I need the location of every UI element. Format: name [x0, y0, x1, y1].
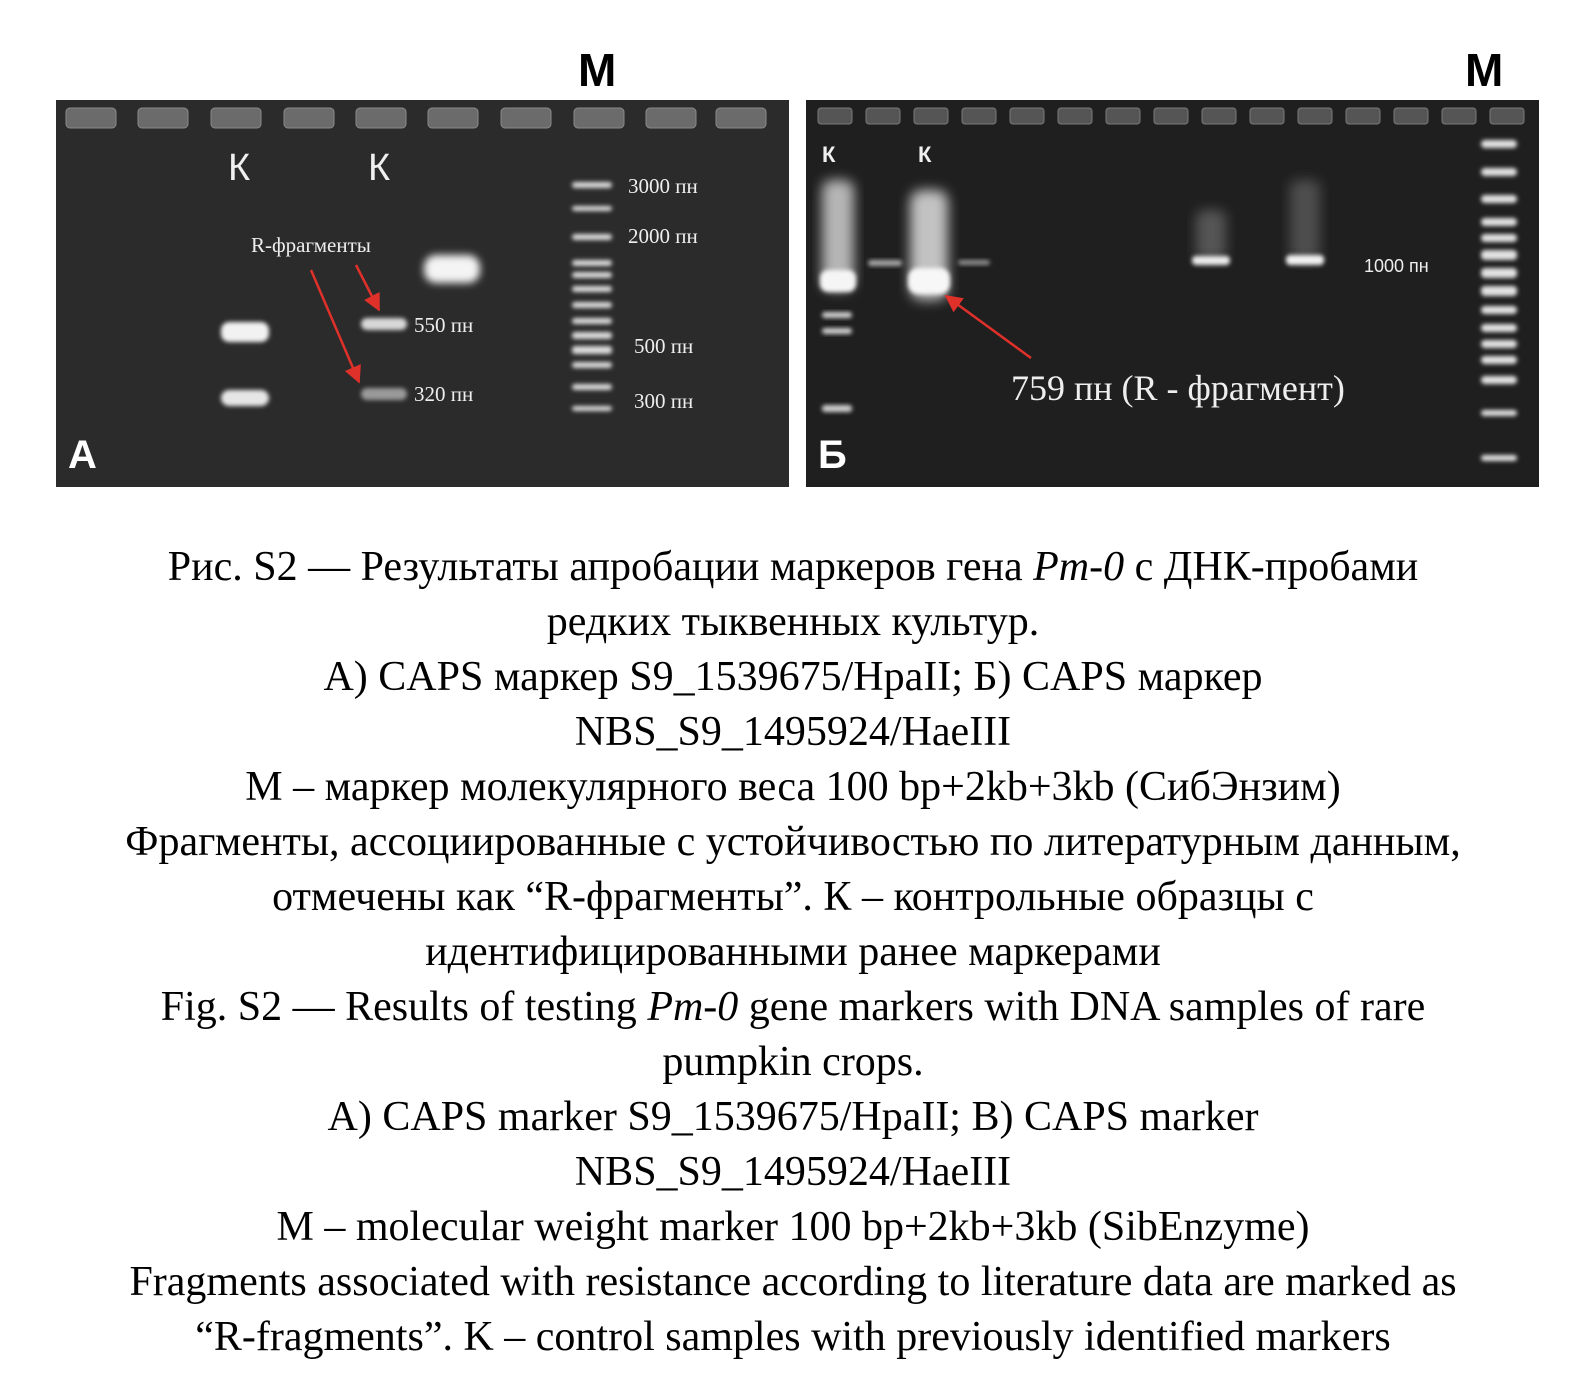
lane-11-bands	[1286, 180, 1324, 265]
caption-text: gene markers with DNA samples of rare	[738, 984, 1426, 1030]
gene-name: Pm-0	[1033, 544, 1125, 590]
caption-en-line-6: Fragments associated with resistance according to literature data are marked as	[129, 1259, 1457, 1305]
lane-4-band	[958, 260, 990, 265]
lane-2-band	[868, 260, 902, 266]
control-label-k-1: К	[822, 142, 836, 167]
caption-ru-line-5: М – маркер молекулярного веса 100 bp+2kb+3kb (СибЭнзим)	[245, 764, 1341, 810]
ladder-label-3000: 3000 пн	[628, 174, 698, 198]
ladder-label-300: 300 пн	[634, 389, 694, 413]
lane-9-bands	[1192, 210, 1230, 265]
lane-6-band	[424, 255, 480, 283]
control-label-k-1: К	[228, 147, 251, 189]
caption-text: Рис. S2 — Результаты апробации маркеров гена	[167, 544, 1034, 590]
panel-letter-b: Б	[818, 433, 847, 477]
caption-en-line-1	[0, 980, 1586, 1035]
ladder-label-500: 500 пн	[634, 334, 694, 358]
gel-a-graphic	[56, 100, 789, 487]
caption-en-line-5: M – molecular weight marker 100 bp+2kb+3kb (SibEnzyme)	[276, 1204, 1310, 1250]
gene-name: Pm-0	[647, 984, 739, 1030]
r-fragment-annotation: 759 пн (R - фрагмент)	[1011, 368, 1345, 408]
gel-image-panel-a	[56, 100, 789, 487]
ladder-label-m-panel-b: M	[1465, 44, 1504, 96]
control-label-k-2: К	[368, 147, 391, 189]
control-label-k-2: К	[918, 142, 932, 167]
ladder-label-m-panel-a: M	[578, 44, 617, 96]
caption-ru-line-6: Фрагменты, ассоциированные с устойчивостью по литературным данным,	[125, 819, 1461, 865]
panel-letter-a: A	[68, 433, 97, 477]
figure-caption	[0, 540, 1586, 1365]
caption-ru-line-8: идентифицированными ранее маркерами	[425, 929, 1161, 975]
gel-image-panel-b	[806, 100, 1539, 487]
band-label-550: 550 пн	[414, 313, 474, 337]
lane-control-2-bands	[908, 190, 950, 300]
ladder-label-2000: 2000 пн	[628, 224, 698, 248]
caption-text: с ДНК-пробами	[1124, 544, 1419, 590]
caption-en-line-3: A) CAPS marker S9_1539675/HpaII; B) CAPS marker	[327, 1094, 1259, 1140]
caption-ru-line-2: редких тыквенных культур.	[546, 599, 1040, 645]
gel-b-graphic	[806, 100, 1539, 487]
caption-text: Fig. S2 — Results of testing	[160, 984, 648, 1030]
band-label-320: 320 пн	[414, 382, 474, 406]
caption-ru-line-7: отмечены как “R-фрагменты”. К – контрольные образцы с	[272, 874, 1314, 920]
caption-ru-line-3: А) CAPS маркер S9_1539675/HpaII; Б) CAPS маркер	[323, 654, 1263, 700]
caption-en-line-2: pumpkin crops.	[662, 1039, 924, 1085]
r-fragments-annotation: R-фрагменты	[251, 233, 371, 257]
gel-background	[56, 100, 789, 487]
band-label-1000: 1000 пн	[1364, 256, 1429, 276]
caption-ru-line-4: NBS_S9_1495924/HaeIII	[574, 709, 1012, 755]
gel-wells	[818, 108, 1524, 124]
caption-en-line-4: NBS_S9_1495924/HaeIII	[574, 1149, 1012, 1195]
caption-ru-line-1	[0, 540, 1586, 595]
caption-en-line-7: “R-fragments”. K – control samples with previously identified markers	[195, 1314, 1391, 1360]
